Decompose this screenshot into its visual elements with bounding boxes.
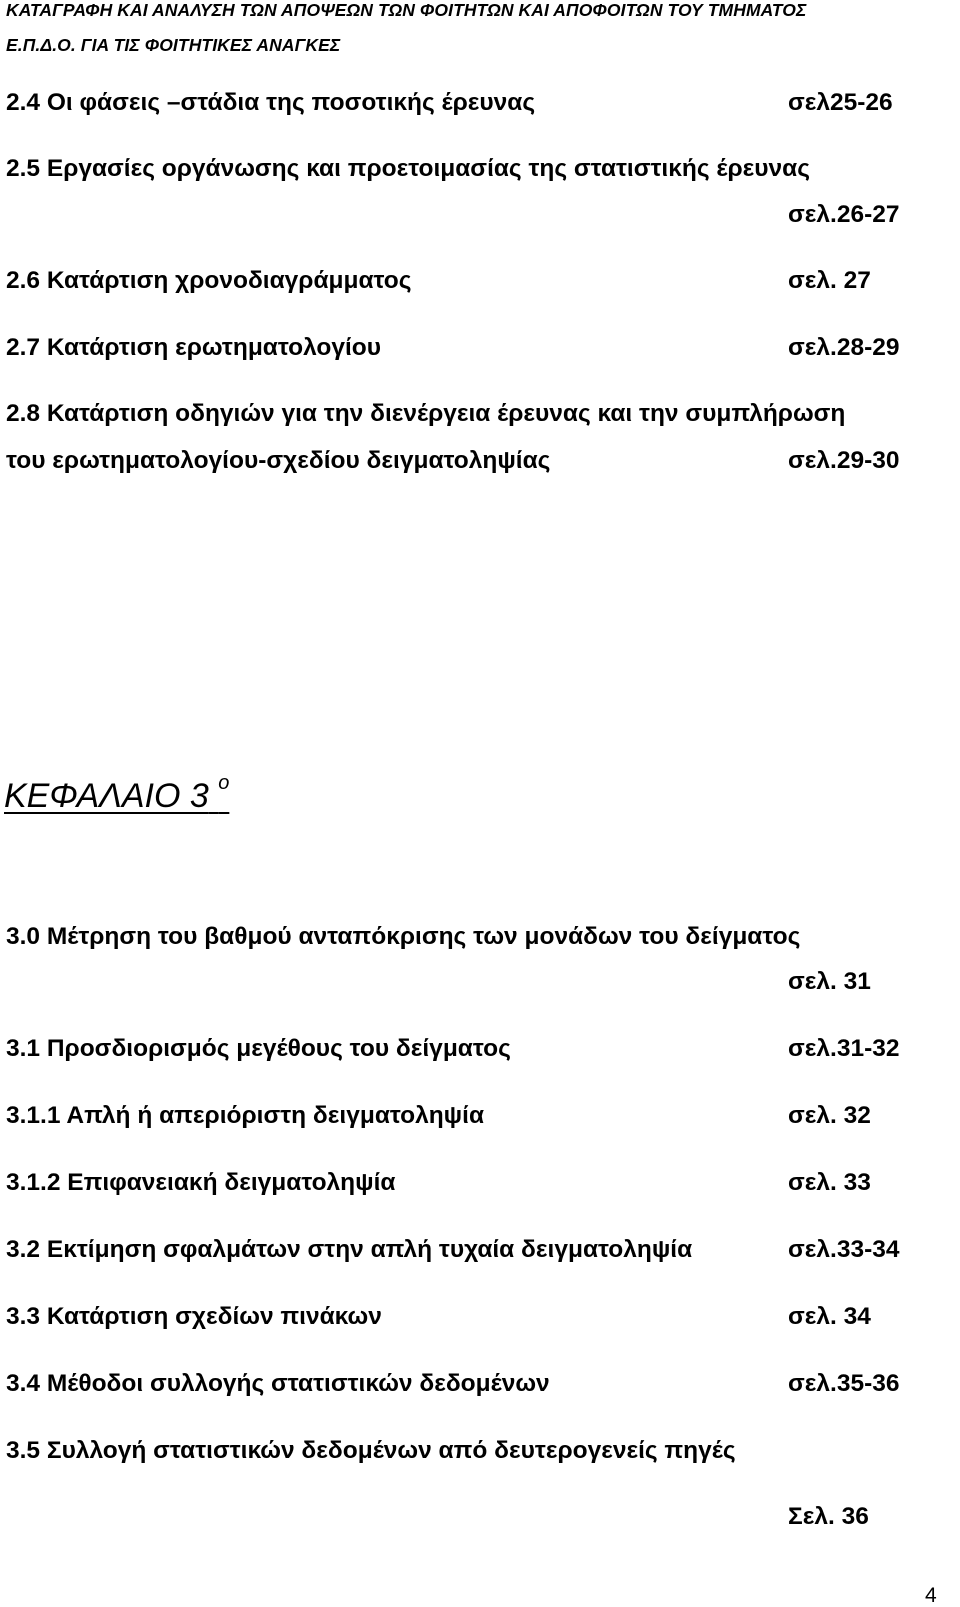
toc-entry-2-7-page: σελ.28-29: [788, 334, 900, 361]
chapter-ordinal: ο: [218, 772, 230, 794]
toc-entry-3-2-title: 3.2 Εκτίμηση σφαλμάτων στην απλή τυχαία δειγματοληψία: [6, 1236, 693, 1263]
header-line-2: Ε.Π.Δ.Ο. ΓΙΑ ΤΙΣ ΦΟΙΤΗΤΙΚΕΣ ΑΝΑΓΚΕΣ: [6, 35, 341, 55]
toc-entry-3-1-title: 3.1 Προσδιορισμός μεγέθους του δείγματος: [6, 1035, 511, 1062]
toc-entry-3-5-page: Σελ. 36: [788, 1503, 869, 1530]
chapter-heading: ΚΕΦΑΛΑΙΟ 3 $^o$: [4, 772, 230, 815]
toc-entry-2-7-title: 2.7 Κατάρτιση ερωτηματολογίου: [6, 334, 382, 361]
toc-entry-3-3-page: σελ. 34: [788, 1303, 871, 1330]
toc-entry-3-3-title: 3.3 Κατάρτιση σχεδίων πινάκων: [6, 1303, 382, 1330]
toc-entry-3-5-title: 3.5 Συλλογή στατιστικών δεδομένων από δευτερογενείς πηγές: [6, 1437, 736, 1464]
toc-entry-2-6-page: σελ. 27: [788, 267, 871, 294]
toc-entry-2-8-page: σελ.29-30: [788, 447, 900, 474]
toc-entry-3-4-page: σελ.35-36: [788, 1370, 900, 1397]
toc-entry-3-1-1-page: σελ. 32: [788, 1102, 871, 1129]
toc-entry-2-8-title-line-1: 2.8 Κατάρτιση οδηγιών για την διενέργεια έρευνας και την συμπλήρωση: [6, 400, 846, 427]
toc-entry-3-2-page: σελ.33-34: [788, 1236, 900, 1263]
toc-entry-2-5-page: σελ.26-27: [788, 201, 900, 228]
toc-entry-2-8-title-line-2: του ερωτηματολογίου-σχεδίου δειγματοληψίας: [6, 447, 551, 474]
page-number: 4: [925, 1584, 937, 1607]
toc-entry-3-1-2-page: σελ. 33: [788, 1169, 871, 1196]
toc-entry-3-0-title: 3.0 Μέτρηση του βαθμού ανταπόκρισης των μονάδων του δείγματος: [6, 923, 801, 950]
toc-entry-3-4-title: 3.4 Μέθοδοι συλλογής στατιστικών δεδομένων: [6, 1370, 550, 1397]
toc-entry-2-4-title: 2.4 Οι φάσεις –στάδια της ποσοτικής έρευνας: [6, 89, 536, 116]
toc-entry-3-1-1-title: 3.1.1 Απλή ή απεριόριστη δειγματοληψία: [6, 1102, 485, 1129]
toc-entry-3-0-page: σελ. 31: [788, 968, 871, 995]
header-line-1: ΚΑΤΑΓΡΑΦΗ ΚΑΙ ΑΝΑΛΥΣΗ ΤΩΝ ΑΠΟΨΕΩΝ ΤΩΝ ΦΟΙΤΗΤΩΝ ΚΑΙ ΑΠΟΦΟΙΤΩΝ ΤΟΥ ΤΜΗΜΑΤΟΣ: [6, 0, 807, 20]
toc-entry-2-4-page: σελ25-26: [788, 89, 893, 116]
toc-entry-2-5-title: 2.5 Εργασίες οργάνωσης και προετοιμασίας της στατιστικής έρευνας: [6, 155, 810, 182]
toc-entry-3-1-2-title: 3.1.2 Επιφανειακή δειγματοληψία: [6, 1169, 396, 1196]
toc-entry-2-6-title: 2.6 Κατάρτιση χρονοδιαγράμματος: [6, 267, 412, 294]
toc-entry-3-1-page: σελ.31-32: [788, 1035, 900, 1062]
